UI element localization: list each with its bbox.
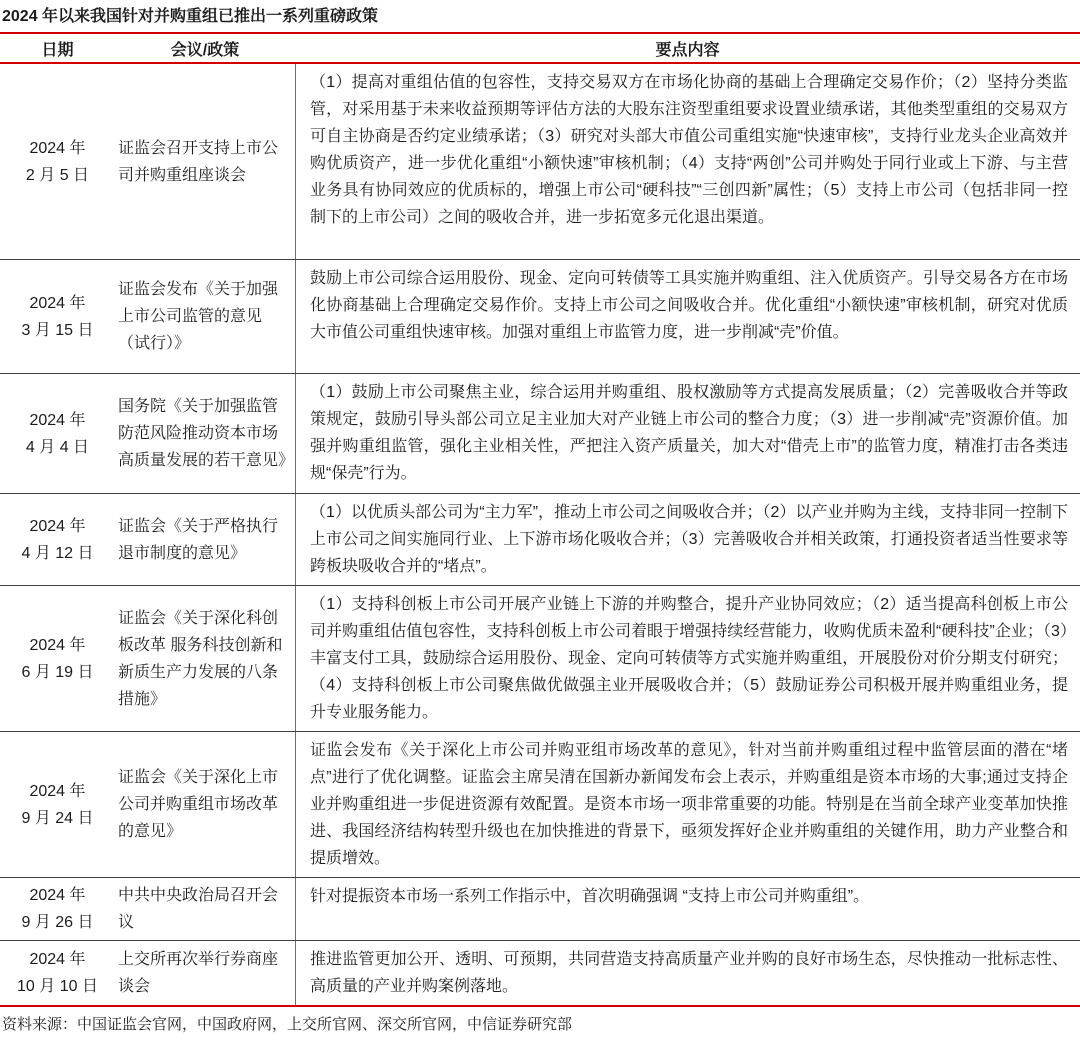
date-year: 2024 年 [29, 411, 86, 429]
date-day: 2 月 5 日 [25, 166, 90, 184]
date-day: 4 月 12 日 [21, 544, 94, 562]
policy-name: 证监会《关于深化上市公司并购重组市场改革的意见》 [118, 769, 279, 840]
policy-content: （1）以优质头部公司为“主力军”，推动上市公司之间吸收合并；（2）以产业并购为主线，支持非同一控制下上市公司之间实施同行业、上下游市场化吸收合并；（3）完善吸收合并相关政策，打通投资者适当性要求等跨板块吸收合并的“堵点”。 [295, 494, 1080, 585]
table-row [0, 64, 1080, 260]
page-title: 2024 年以来我国针对并购重组已推出一系列重磅政策 [0, 0, 1080, 34]
table-row [0, 494, 1080, 586]
policy-content: 针对提振资本市场一系列工作指示中，首次明确强调 “支持上市公司并购重组”。 [295, 878, 1080, 940]
policy-date [0, 732, 115, 877]
table-row [0, 374, 1080, 494]
table-header-row [0, 34, 1080, 64]
policy-date [0, 494, 115, 585]
table-body [0, 64, 1080, 1007]
policy-date [0, 586, 115, 731]
policy-table [0, 34, 1080, 1007]
date-year: 2024 年 [29, 294, 86, 312]
column-header-content: 要点内容 [655, 41, 720, 59]
table-row [0, 586, 1080, 732]
date-day: 6 月 19 日 [21, 663, 94, 681]
policy-date [0, 374, 115, 493]
date-year: 2024 年 [29, 139, 86, 157]
table-row [0, 878, 1080, 941]
policy-name: 国务院《关于加强监管防范风险推动资本市场高质量发展的若干意见》 [118, 398, 295, 469]
policy-content: （1）鼓励上市公司聚焦主业，综合运用并购重组、股权激励等方式提高发展质量；（2）完善吸收合并等政策规定，鼓励引导头部公司立足主业加大对产业链上市公司的整合力度；（3）进一步削减“壳”资源价值。加强并购重组监管，强化主业相关性，严把注入资产质量关，加大对“借壳上市”的监管力度，精准打击各类违规“保壳”行为。 [295, 374, 1080, 493]
policy-content: （1）支持科创板上市公司开展产业链上下游的并购整合，提升产业协同效应；（2）适当提高科创板上市公司并购重组估值包容性，支持科创板上市公司着眼于增强持续经营能力，收购优质未盈利“硬科技”企业；（3）丰富支付工具，鼓励综合运用股份、现金、定向可转债等方式实施并购重组，开展股份对价分期支付研究；（4）支持科创板上市公司聚焦做优做强主业开展吸收合并；（5）鼓励证券公司积极开展并购重组业务，提升专业服务能力。 [295, 586, 1080, 731]
table-row [0, 732, 1080, 878]
policy-content: 鼓励上市公司综合运用股份、现金、定向可转债等工具实施并购重组、注入优质资产。引导交易各方在市场化协商基础上合理确定交易作价。支持上市公司之间吸收合并。优化重组“小额快速”审核机制，研究对优质大市值公司重组快速审核。加强对重组上市监管力度，进一步削减“壳”价值。 [295, 260, 1080, 373]
policy-content: （1）提高对重组估值的包容性，支持交易双方在市场化协商的基础上合理确定交易作价；（2）坚持分类监管，对采用基于未来收益预期等评估方法的大股东注资型重组要求设置业绩承诺，其他类型重组的交易双方可自主协商是否约定业绩承诺；（3）研究对头部大市值公司重组实施“快速审核”，支持行业龙头企业高效并购优质资产，进一步优化重组“小额快速”审核机制；（4）支持“两创”公司并购处于同行业或上下游、与主营业务具有协同效应的优质标的，增强上市公司“硬科技”“三创四新”属性；（5）支持上市公司（包括非同一控制下的上市公司）之间的吸收合并，进一步拓宽多元化退出渠道。 [295, 64, 1080, 259]
policy-name: 证监会《关于深化科创板改革 服务科技创新和新质生产力发展的八条措施》 [118, 609, 283, 708]
date-year: 2024 年 [29, 636, 86, 654]
policy-name: 上交所再次举行券商座谈会 [118, 951, 279, 995]
date-day: 10 月 10 日 [17, 978, 98, 995]
policy-name: 证监会发布《关于加强上市公司监管的意见（试行）》 [118, 281, 279, 352]
policy-date [0, 941, 115, 1005]
date-year: 2024 年 [29, 782, 86, 800]
date-day: 4 月 4 日 [25, 438, 90, 456]
table-row [0, 260, 1080, 374]
policy-date [0, 64, 115, 259]
source-note: 资料来源：中国证监会官网，中国政府网，上交所官网、深交所官网，中信证券研究部 [2, 1016, 573, 1033]
policy-date [0, 260, 115, 373]
policy-date [0, 878, 115, 940]
policy-name: 中共中央政治局召开会议 [118, 887, 279, 931]
table-row [0, 941, 1080, 1005]
policy-content: 推进监管更加公开、透明、可预期，共同营造支持高质量产业并购的良好市场生态，尽快推动一批标志性、高质量的产业并购案例落地。 [295, 941, 1080, 1005]
date-day: 3 月 15 日 [21, 321, 94, 339]
date-year: 2024 年 [29, 887, 86, 904]
policy-content: 证监会发布《关于深化上市公司并购亚组市场改革的意见》，针对当前并购重组过程中监管层面的潜在“堵点”进行了优化调整。证监会主席吴清在国新办新闻发布会上表示，并购重组是资本市场的大事;通过支持企业并购重组进一步促进资源有效配置。是资本市场一项非常重要的功能。特别是在当前全球产业变革加快推进、我国经济结构转型升级也在加快推进的背景下，亟须发挥好企业并购重组的关键作用，助力产业整合和提质增效。 [295, 732, 1080, 877]
column-header-date: 日期 [41, 41, 74, 59]
date-year: 2024 年 [29, 517, 86, 535]
policy-name: 证监会召开支持上市公司并购重组座谈会 [118, 139, 279, 184]
date-day: 9 月 24 日 [21, 809, 94, 827]
column-header-policy: 会议/政策 [170, 41, 240, 59]
date-day: 9 月 26 日 [21, 914, 94, 931]
policy-name: 证监会《关于严格执行退市制度的意见》 [118, 517, 279, 562]
date-year: 2024 年 [29, 951, 86, 968]
